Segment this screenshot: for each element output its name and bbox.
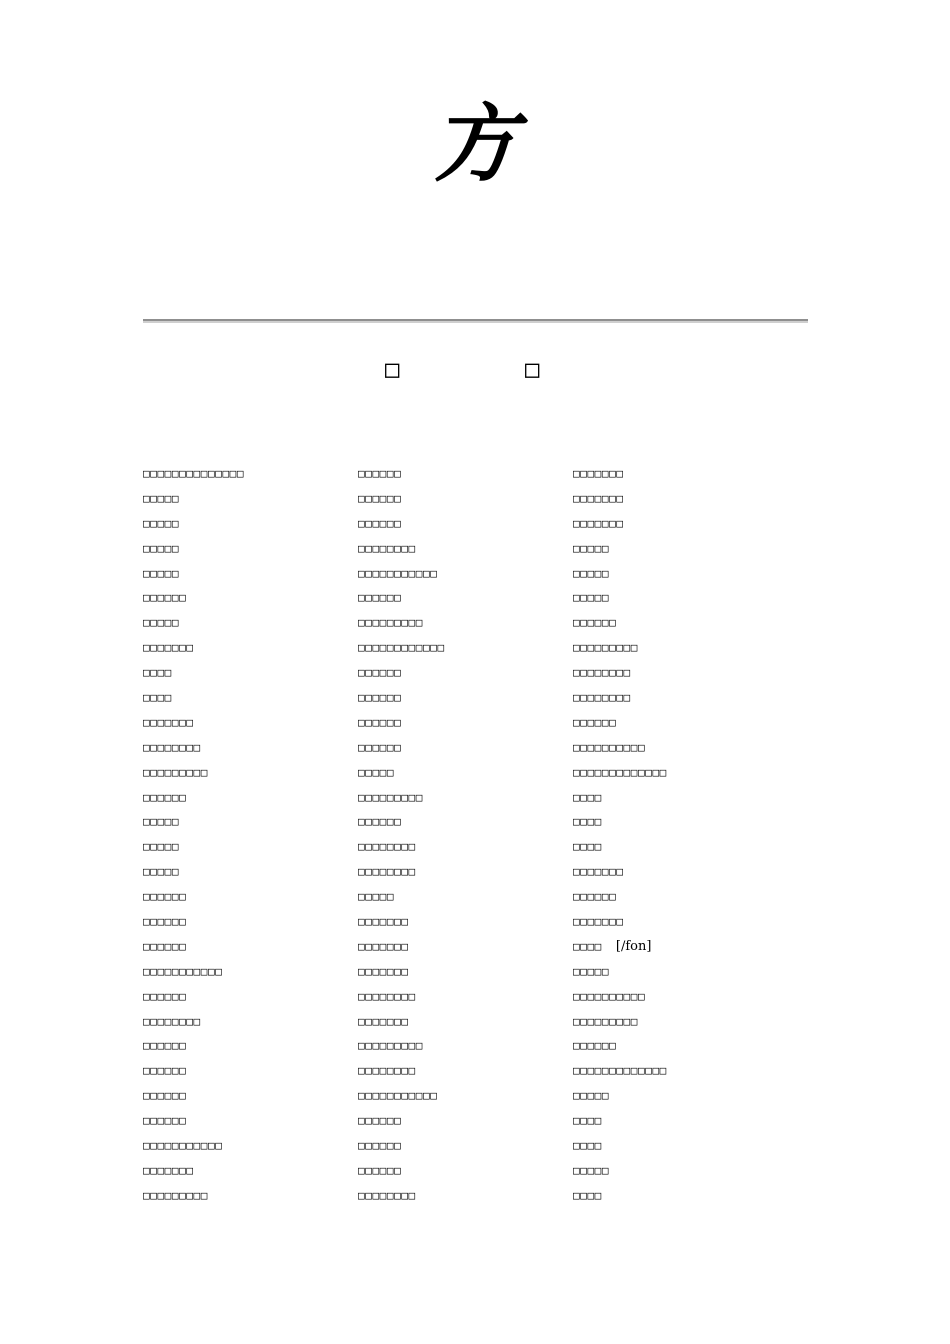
word-entry [143,1059,353,1084]
word-entry [573,636,783,661]
word-entry-text: □□□□□□ [358,715,402,729]
word-entry-text: □□□□□ [573,541,610,555]
word-entry [573,1109,783,1134]
word-entry [573,462,783,487]
word-entry [358,462,568,487]
word-entry-text: □□□□□□□□□ [573,1014,639,1028]
word-entry [358,960,568,985]
word-entry-text: □□□□□□□□□ [358,1039,424,1053]
word-entry [143,711,353,736]
word-entry [143,1010,353,1035]
word-column-1 [143,462,353,1209]
word-entry-text: □□□□□□ [358,516,402,530]
word-entry [358,686,568,711]
word-entry-text: □□□□□□ [358,1163,402,1177]
word-entry [573,1159,783,1184]
word-entry-text: □□□□ [573,1139,602,1153]
word-column-3 [573,462,783,1209]
word-entry-text: □□□□□ [573,1163,610,1177]
word-entry-text: □□□□□□ [358,666,402,680]
pronunciation-text: [/fon] [615,938,652,954]
section-heading [0,352,950,386]
word-column-2 [358,462,568,1209]
word-entry [143,935,353,960]
word-entry-text: □□□□□□□□□□□ [143,964,223,978]
word-entry-text: □□□□□□ [358,691,402,705]
word-entry [573,860,783,885]
title-character: 方 [432,94,517,193]
word-entry-text: □□□□□□□□ [143,1014,201,1028]
word-entry-text: □□□□□□ [143,939,187,953]
word-entry [143,885,353,910]
word-entry [573,686,783,711]
word-entry [143,1084,353,1109]
word-entry [358,1109,568,1134]
word-entry-text: □□□□□□□□ [358,989,416,1003]
word-entry [573,562,783,587]
word-entry-text: □□□□□ [143,491,180,505]
word-entry [358,910,568,935]
word-entry [358,1159,568,1184]
word-entry-text: □□□□□ [573,964,610,978]
word-entry [573,1010,783,1035]
word-entry [573,761,783,786]
word-entry [573,586,783,611]
word-entry-text: □□□□□□□ [573,865,624,879]
word-entry [143,736,353,761]
word-entry [143,636,353,661]
word-entry-text: □□□□□□ [143,1089,187,1103]
word-entry-text: □□□□□□ [143,591,187,605]
word-entry-text: □□□□□ [573,566,610,580]
word-entry [358,636,568,661]
word-entry-text: □□□□□□□□□□ [573,740,646,754]
word-entry [143,860,353,885]
word-entry [573,985,783,1010]
word-entry-text: □□□□□□□□□□□□□□ [143,467,245,480]
word-entry-text: □□□□□□□ [143,715,194,729]
word-entry-text: □□□□□ [143,541,180,555]
word-entry-text: □□□□□□□ [143,1163,194,1177]
word-entry-text: □□□□□□□ [143,641,194,655]
word-entry-text: □□□□□ [143,516,180,530]
word-entry [143,960,353,985]
word-entry-text: □□□□□□□□ [358,865,416,879]
word-entry [143,462,353,487]
word-entry-text: □□□□ [573,840,602,854]
word-entry-text: □□□□□□□ [358,964,409,978]
word-entry [358,1134,568,1159]
word-entry-text: □□□□□□ [573,890,617,904]
word-entry-text: □□□□□□ [573,1039,617,1053]
word-entry-text: □□□□□□ [143,989,187,1003]
word-entry-text: □□□□□□□□ [358,1188,416,1202]
word-entry-text: □□□□□ [143,566,180,580]
word-entry-text: □□□□□□ [143,1064,187,1078]
word-entry [358,1034,568,1059]
word-entry [573,537,783,562]
word-entry [358,835,568,860]
word-entry [573,1059,783,1084]
heading-right-glyph: □ [525,355,540,383]
word-entry [573,1084,783,1109]
word-entry [358,1010,568,1035]
word-entry-text: □□□□□□ [143,790,187,804]
word-entry [143,686,353,711]
word-entry-text: □□□□□□ [358,1114,402,1128]
word-entry-text: □□□□ [573,790,602,804]
word-entry [573,786,783,811]
word-entry [143,1134,353,1159]
word-entry [358,1084,568,1109]
word-entry [143,562,353,587]
word-entry [143,910,353,935]
word-entry [358,661,568,686]
word-entry [573,935,783,960]
word-entry [573,910,783,935]
word-entry-text: □□□□□□□□□ [573,641,639,655]
word-entry-text: □□□□□ [143,840,180,854]
word-entry [573,711,783,736]
word-entry [143,661,353,686]
word-entry [143,1184,353,1209]
word-entry [573,487,783,512]
word-entry [358,586,568,611]
word-entry [358,786,568,811]
word-entry-text: □□□□□□□□□□□□ [358,641,445,655]
word-entry-text: □□□□□□ [143,1114,187,1128]
word-entry-text: □□□□ [573,815,602,829]
word-entry-text: □□□□□□□□□□ [573,989,646,1003]
word-entry [143,786,353,811]
word-entry-text: □□□□□□ [358,467,402,480]
word-entry [143,512,353,537]
word-entry-text: □□□□ [143,666,172,680]
word-entry-text: □□□□□□ [358,591,402,605]
word-entry-text: □□□□□□□□□ [358,790,424,804]
word-entry-text: □□□□□ [358,890,395,904]
word-entry-text: □□□□□□ [358,491,402,505]
word-entry-text: □□□□□□□□ [358,840,416,854]
word-entry-text: □□□□□□□ [573,915,624,929]
word-list [143,462,808,1212]
word-entry [358,487,568,512]
word-entry-text: □□□□ [143,691,172,705]
word-entry-text: □□□□□□□□□ [358,616,424,630]
word-entry [358,935,568,960]
word-entry [573,736,783,761]
word-entry-text: □□□□ [573,939,602,953]
word-entry-text: □□□□□□□ [358,1014,409,1028]
word-entry [573,960,783,985]
word-entry-text: □□□□□□ [143,1039,187,1053]
word-entry [143,487,353,512]
word-entry-text: □□□□□□ [358,1139,402,1153]
word-entry-text: □□□□□ [143,865,180,879]
word-entry-text: □□□□□□□□ [573,666,631,680]
word-entry [143,586,353,611]
heading-left-glyph: □ [385,355,400,383]
word-entry-text: □□□□□□□□□□□ [358,566,438,580]
word-entry-text: □□□□□□□ [358,939,409,953]
word-entry [358,562,568,587]
word-entry [358,810,568,835]
word-entry-text: □□□□□□□ [573,516,624,530]
word-entry [573,1184,783,1209]
word-entry-text: □□□□□□□□□□□□□ [573,1064,667,1078]
word-entry [573,1034,783,1059]
word-entry [358,860,568,885]
word-entry-text: □□□□□□ [573,715,617,729]
word-entry [358,711,568,736]
word-entry-text: □□□□□□□ [573,491,624,505]
word-entry-text: □□□□□□□□ [358,1064,416,1078]
word-entry-text: □□□□□ [358,765,395,779]
word-entry [358,611,568,636]
word-entry [358,537,568,562]
word-entry [143,1109,353,1134]
word-entry-text: □□□□□ [143,815,180,829]
word-entry [358,1184,568,1209]
word-entry [143,985,353,1010]
word-entry-text: □□□□□ [573,591,610,605]
word-entry [358,985,568,1010]
word-entry-text: □□□□□□□□□□□ [358,1089,438,1103]
word-entry [573,611,783,636]
word-entry [143,611,353,636]
word-entry [573,512,783,537]
word-entry-text: □□□□□□□ [358,915,409,929]
word-entry-text: □□□□□□□□□ [143,765,209,779]
word-entry-text: □□□□□□□□□□□□□ [573,765,667,779]
word-entry [573,810,783,835]
word-entry-text: □□□□□□□□ [573,691,631,705]
word-entry-text: □□□□ [573,1114,602,1128]
horizontal-divider [143,319,808,323]
word-entry-text: □□□□□□ [143,915,187,929]
word-entry [358,885,568,910]
word-entry-text: □□□□□□ [573,616,617,630]
word-entry [358,512,568,537]
word-entry-text: □□□□□□□□ [358,541,416,555]
word-entry-text: □□□□□□ [358,740,402,754]
word-entry [358,1059,568,1084]
word-entry-text: □□□□□□□□□□□ [143,1139,223,1153]
word-entry-text: □□□□□ [573,1089,610,1103]
word-entry-text: □□□□□□ [143,890,187,904]
word-entry-text: □□□□ [573,1188,602,1202]
word-entry [143,537,353,562]
word-entry [358,761,568,786]
word-entry-text: □□□□□□□□□ [143,1188,209,1202]
word-entry [573,835,783,860]
word-entry [143,761,353,786]
word-entry-text: □□□□□□□□ [143,740,201,754]
word-entry-text: □□□□□ [143,616,180,630]
word-entry-text: □□□□□□ [358,815,402,829]
word-entry [573,661,783,686]
word-entry [573,1134,783,1159]
word-entry [143,810,353,835]
word-entry [143,1034,353,1059]
word-entry [358,736,568,761]
word-entry-text: □□□□□□□ [573,467,624,480]
word-entry [143,835,353,860]
word-entry [573,885,783,910]
word-entry [143,1159,353,1184]
